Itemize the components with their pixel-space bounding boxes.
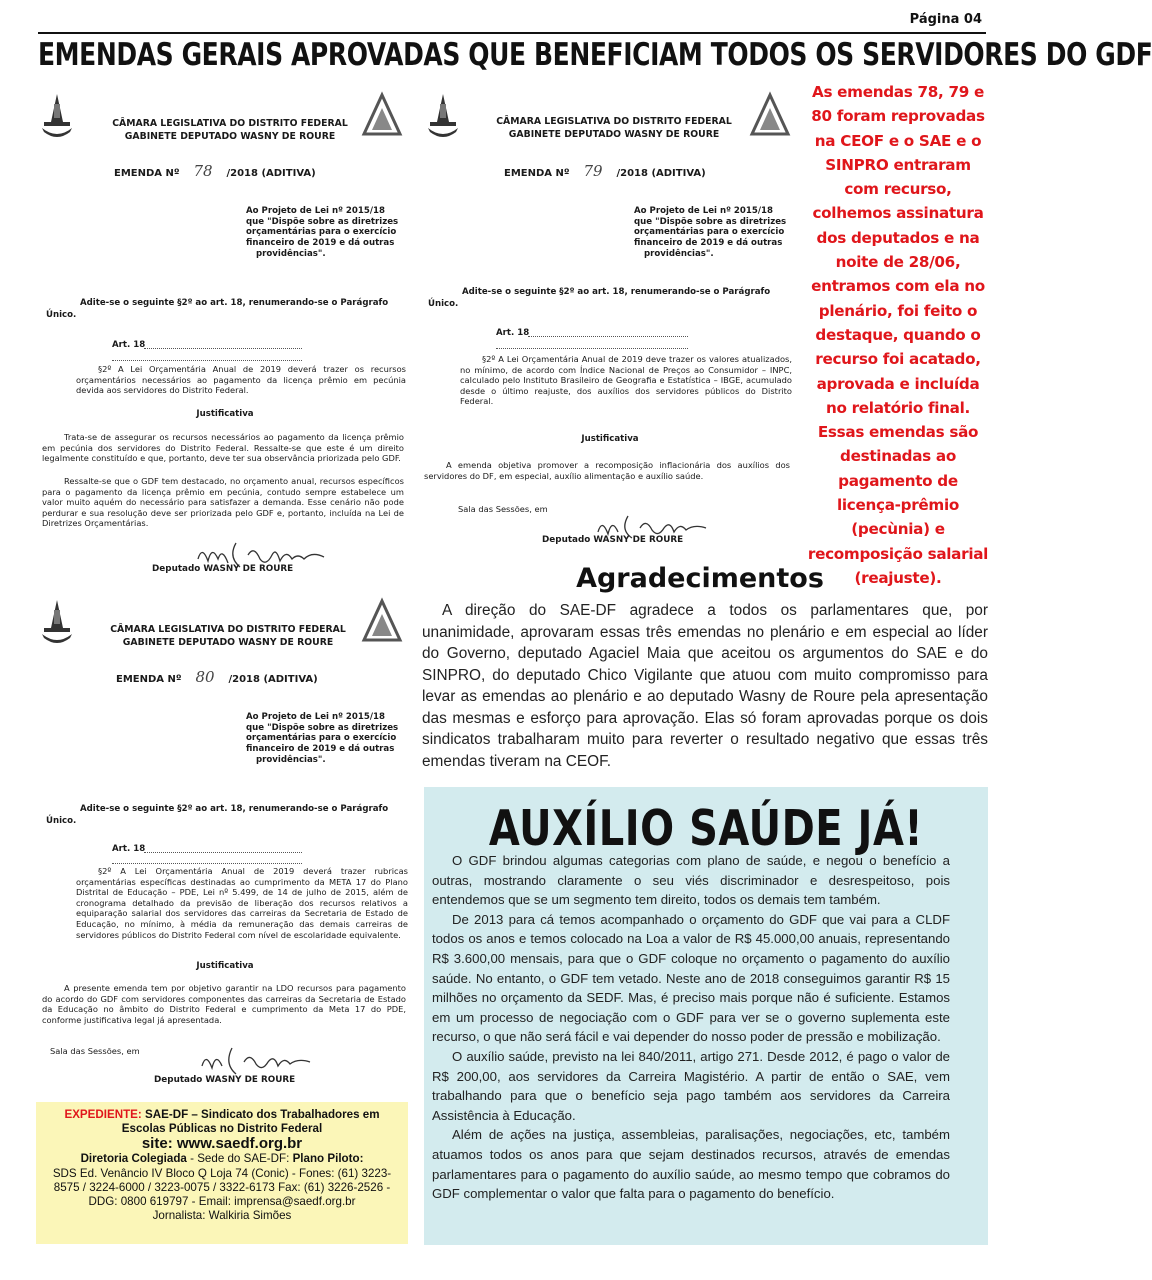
auxilio-paragraph: O auxílio saúde, previsto na lei 840/2011, artigo 271. Desde 2012, é pago o valor de R$ 200,00, aos servidores da Carreira Magistério. A partir de então o SAE, vem trabalhando para que o benefício seja pago também aos servidores da Carreira Assistência à Educação. [432,1048,950,1123]
justification-paragraph: A emenda objetiva promover a recomposição inflacionária dos auxílios dos servidores do DF, em especial, auxílio alimentação e auxílio saúde. [424,460,790,481]
article-paragraph: §2º A Lei Orçamentária Anual de 2019 deve trazer os valores atualizados, no mínimo, de acordo com Índice Nacional de Preços ao Consumidor – INPC, calculado pelo Instituto Brasileiro de Geografia e Estatística – IBGE, acumulado desde o último reajuste, dos auxílios dos servidores públicos do Distrito Federal. [460,354,792,407]
emenda-heading: EMENDA Nº 78 /2018 (ADITIVA) [114,162,316,180]
article-label: Art. 18 [112,844,146,854]
expediente-journalist: Jornalista: Walkiria Simões [152,1209,292,1223]
session-date: Sala das Sessões, em [458,504,548,514]
expediente-site: site: www.saedf.org.br [141,1135,303,1153]
adite-text: Adite-se o seguinte §2º ao art. 18, renumerando-se o Parágrafo Único. [428,287,771,310]
auxilio-paragraph: O GDF brindou algumas categorias com plano de saúde, e negou o benefício a outras, mostrando claramente o seu viés discriminador e desrespeitoso, pois entendemos que se um segmento tem direito, todos os demais tem também. [432,853,950,908]
auxilio-paragraph: De 2013 para cá temos acompanhado o orçamento do GDF que vai para a CLDF todos os anos e temos colocado na Loa a valor de R$ 45.000,00 anuais, representando R$ 3.600,00 mensais, para que o GDF coloque no orçamento o pagamento do auxílio saúde. No entanto, o GDF tem vetado. Neste ano de 2018 conseguimos garantir R$ 15 milhões no orçamento da SEDF. Mas, é preciso mais porque não é suficiente. Estamos em um processo de negociação com o GDF para ver se o governo suplementa este recurso, o que não será fácil e vai depender do nosso poder de pressão e mobilização. [432,911,950,1045]
org-name: CÂMARA LEGISLATIVA DO DISTRITO FEDERAL GABINETE DEPUTADO WASNY DE ROURE [112,118,348,142]
auxilio-text [432,851,950,1204]
expediente-address: SDS Ed. Venâncio IV Bloco Q Loja 74 (Conic) - Fones: (61) 3223-8575 / 3224-6000 / 3223-0075 / 3322-6173 Fax: (61) 3226-2526 - DDG: 0800 619797 - Email: imprensa@saedf.org.br [52,1166,392,1209]
signer-name: Deputado WASNY DE ROURE [152,564,294,574]
signature-icon [196,1044,316,1078]
expediente-label: EXPEDIENTE: [64,1108,142,1121]
justification-paragraph: A presente emenda tem por objetivo garantir na LDO recursos para pagamento do acordo do GDF com servidores componentes das carreiras da Secretaria de Estado da Educação no âmbito do Distrito Federal e cumprimento da Meta 17 do PDE, conforme justificativa legal já apresentada. [42,983,406,1025]
cldf-logo-icon [40,598,74,648]
article-paragraph: §2º A Lei Orçamentária Anual de 2019 deverá trazer os recursos orçamentários necessários ao pagamento da licença prêmio em pecúnia devida aos servidores do Distrito Federal. [76,364,406,396]
header-rule [38,32,986,34]
amendment-document-79 [424,92,798,554]
bill-reference: Ao Projeto de Lei nº 2015/18 que "Dispõe sobre as diretrizes orçamentárias para o exercício financeiro de 2019 e dá outras providências". [634,206,787,259]
cldf-emblem-icon [362,92,402,142]
emenda-heading: EMENDA Nº 80 /2018 (ADITIVA) [116,668,318,686]
article-paragraph: §2º A Lei Orçamentária Anual de 2019 deverá trazer rubricas orçamentárias específicas destinadas ao cumprimento da META 17 do Plano Distrital de Educação – PDE, Lei nº 5.499, de 14 de julho de 2015, além de cronograma detalhado da previsão de liberação dos recursos relativos a equiparação salarial dos servidores das carreiras da Secretaria de Estado de Educação, no mínimo, à média da remuneração das demais carreiras de servidores públicos do Distrito Federal com nível de escolaridade equivalente. [76,866,408,940]
justification-title: Justificativa [581,434,639,444]
expediente-diretoria: Diretoria Colegiada - Sede do SAE-DF: Plano Piloto: [80,1152,364,1166]
amendment-document-78 [40,92,412,582]
article-dots [144,348,302,349]
session-date: Sala das Sessões, em [50,1046,140,1056]
justification-paragraph: Trata-se de assegurar os recursos necessários ao pagamento da licença prêmio em pecúnia dos servidores do Distrito Federal. Ressalte-se que este é um direito legalmente constituído e que, portanto, deve ter sua observância priorizada pelo GDF. [42,432,404,464]
article-dots [112,360,302,361]
org-name: CÂMARA LEGISLATIVA DO DISTRITO FEDERAL GABINETE DEPUTADO WASNY DE ROURE [496,116,732,140]
bill-reference: Ao Projeto de Lei nº 2015/18 que "Dispõe sobre as diretrizes orçamentárias para o exercício financeiro de 2019 e dá outras providências". [246,206,399,259]
thanks-title: Agradecimentos [576,563,824,594]
red-note: As emendas 78, 79 e 80 foram reprovadas na CEOF e o SAE e o SINPRO entraram com recurso, colhemos assinatura dos deputados e na noite de 28/06, entramos com ela no plenário, foi feito o destaque, quando o recurso foi acatado, aprovada e incluída no relatório final. Essas emendas são destinadas ao pagamento de licença-prêmio (pecùnia) e recomposição salarial (reajuste). [807,83,989,587]
bill-reference: Ao Projeto de Lei nº 2015/18 que "Dispõe sobre as diretrizes orçamentárias para o exercício financeiro de 2019 e dá outras providências". [246,712,399,765]
emenda-heading: EMENDA Nº 79 /2018 (ADITIVA) [504,162,706,180]
amendment-document-80 [40,598,412,1098]
cldf-logo-icon [426,92,460,142]
cldf-emblem-icon [750,92,790,142]
emenda-number: 78 [193,162,213,180]
article-dots [112,863,302,864]
emenda-number: 79 [583,162,603,180]
justification-title: Justificativa [196,409,254,419]
expediente-header [42,1108,402,1136]
justification-paragraph: Ressalte-se que o GDF tem destacado, no orçamento anual, recursos específicos para o pagamento da licença prêmio em pecúnia, contudo sempre estabelece um valor muito aquém do necessário para satisfazer a demanda. Esse cenário não pode perdurar e sua resolução deve ser priorizada pelo GDF e, portanto, incluída na Lei de Diretrizes Orçamentárias. [42,476,404,529]
expediente-org: SAE-DF – Sindicato dos Trabalhadores em Escolas Públicas no Distrito Federal [121,1108,380,1136]
page-number: Página 04 [909,12,982,27]
auxilio-paragraph: Além de ações na justiça, assembleias, paralisações, negociações, etc, também atuamos todos os anos para que sejam destinados recursos, através de emendas parlamentares para o pagamento do auxílio saúde, ao mesmo tempo que cobramos do GDF complementar o valor que falta para o pagamento do benefício. [432,1127,950,1202]
cldf-logo-icon [40,92,74,142]
cldf-emblem-icon [362,598,402,648]
article-label: Art. 18 [112,340,146,350]
emenda-number: 80 [195,668,215,686]
page-headline: EMENDAS GERAIS APROVADAS QUE BENEFICIAM TODOS OS SERVIDORES DO GDF [38,36,1152,73]
article-dots [144,852,302,853]
signer-name: Deputado WASNY DE ROURE [154,1075,296,1085]
expediente-box [36,1102,408,1244]
article-dots [496,348,688,349]
article-dots [528,336,688,337]
signer-name: Deputado WASNY DE ROURE [542,535,684,545]
adite-text: Adite-se o seguinte §2º ao art. 18, renumerando-se o Parágrafo Único. [46,804,389,827]
justification-title: Justificativa [196,961,254,971]
auxilio-title: AUXÍLIO SAÚDE JÁ! [488,801,924,858]
article-label: Art. 18 [496,328,530,338]
org-name: CÂMARA LEGISLATIVA DO DISTRITO FEDERAL GABINETE DEPUTADO WASNY DE ROURE [110,624,346,648]
adite-text: Adite-se o seguinte §2º ao art. 18, renumerando-se o Parágrafo Único. [46,298,389,321]
thanks-text: A direção do SAE-DF agradece a todos os parlamentares que, por unanimidade, aprovaram essas três emendas no plenário e em especial ao líder do Governo, deputado Agaciel Maia que aceitou os argumentos do SAE e do SINPRO, do deputado Chico Vigilante que atuou com muito compromisso para levar as emendas ao plenário e ao deputado Wasny de Roure pela apresentação das mesmas e esforço para aprovação. Elas só foram aprovadas porque os dois sindicatos trabalharam muito para reverter o resultado negativo que essas três emendas tiveram na CEOF. [422,602,988,770]
